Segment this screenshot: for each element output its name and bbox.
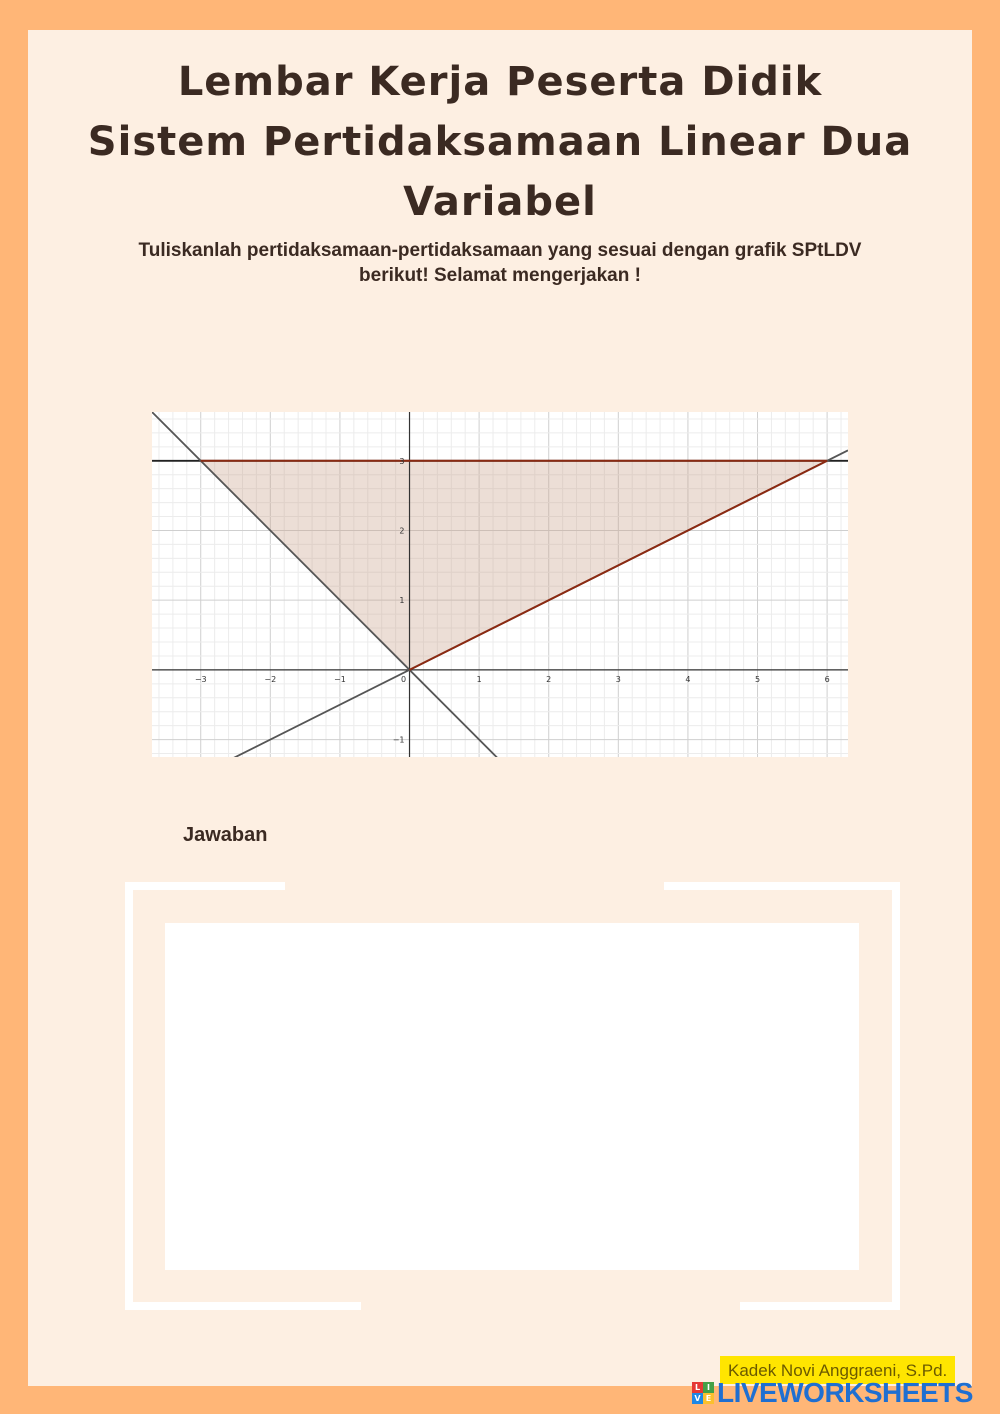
inequality-graph	[152, 412, 848, 757]
instruction-line-1: Tuliskanlah pertidaksamaan-pertidaksamaan yang sesuai dengan grafik SPtLDV	[138, 240, 862, 261]
x-tick-label: 2	[546, 674, 552, 684]
frame-left	[125, 882, 133, 1310]
frame-bottom-left	[125, 1302, 361, 1310]
x-tick-label: −1	[334, 674, 346, 684]
x-tick-label: 5	[754, 674, 761, 684]
x-tick-label: 1	[476, 674, 482, 684]
x-tick-label: −2	[264, 674, 277, 684]
y-tick-label: 3	[399, 456, 405, 466]
x-tick-label: 3	[615, 674, 621, 684]
frame-bottom-right	[740, 1302, 900, 1310]
instruction-line-2: berikut! Selamat mengerjakan !	[359, 265, 641, 286]
frame-top-right	[664, 882, 900, 890]
x-tick-label: 4	[685, 674, 691, 684]
y-tick-label: 1	[399, 596, 405, 606]
x-tick-label: 0	[400, 674, 407, 684]
title-line-2: Sistem Pertidaksamaan Linear Dua	[87, 119, 913, 165]
answer-label: Jawaban	[183, 824, 268, 846]
answer-input-box[interactable]	[165, 923, 859, 1270]
y-tick-label: −1	[392, 735, 405, 745]
x-tick-label: −3	[194, 674, 207, 684]
x-tick-label: 6	[824, 674, 830, 684]
graph-svg	[152, 412, 848, 757]
liveworksheets-brand: LIVEWORKSHEETS	[717, 1377, 973, 1408]
worksheet-title	[28, 52, 972, 232]
liveworksheets-icon: L I V E	[692, 1382, 714, 1404]
title-line-1: Lembar Kerja Peserta Didik	[177, 59, 823, 105]
liveworksheets-logo	[692, 1378, 992, 1408]
frame-right	[892, 882, 900, 1310]
title-line-3: Variabel	[403, 179, 597, 225]
shaded-region	[201, 461, 827, 670]
y-tick-label: 2	[399, 526, 405, 536]
instruction-text	[88, 238, 912, 288]
author-badge: Kadek Novi Anggraeni, S.Pd.	[720, 1356, 955, 1384]
worksheet-page	[28, 30, 972, 1386]
frame-top-left	[125, 882, 285, 890]
